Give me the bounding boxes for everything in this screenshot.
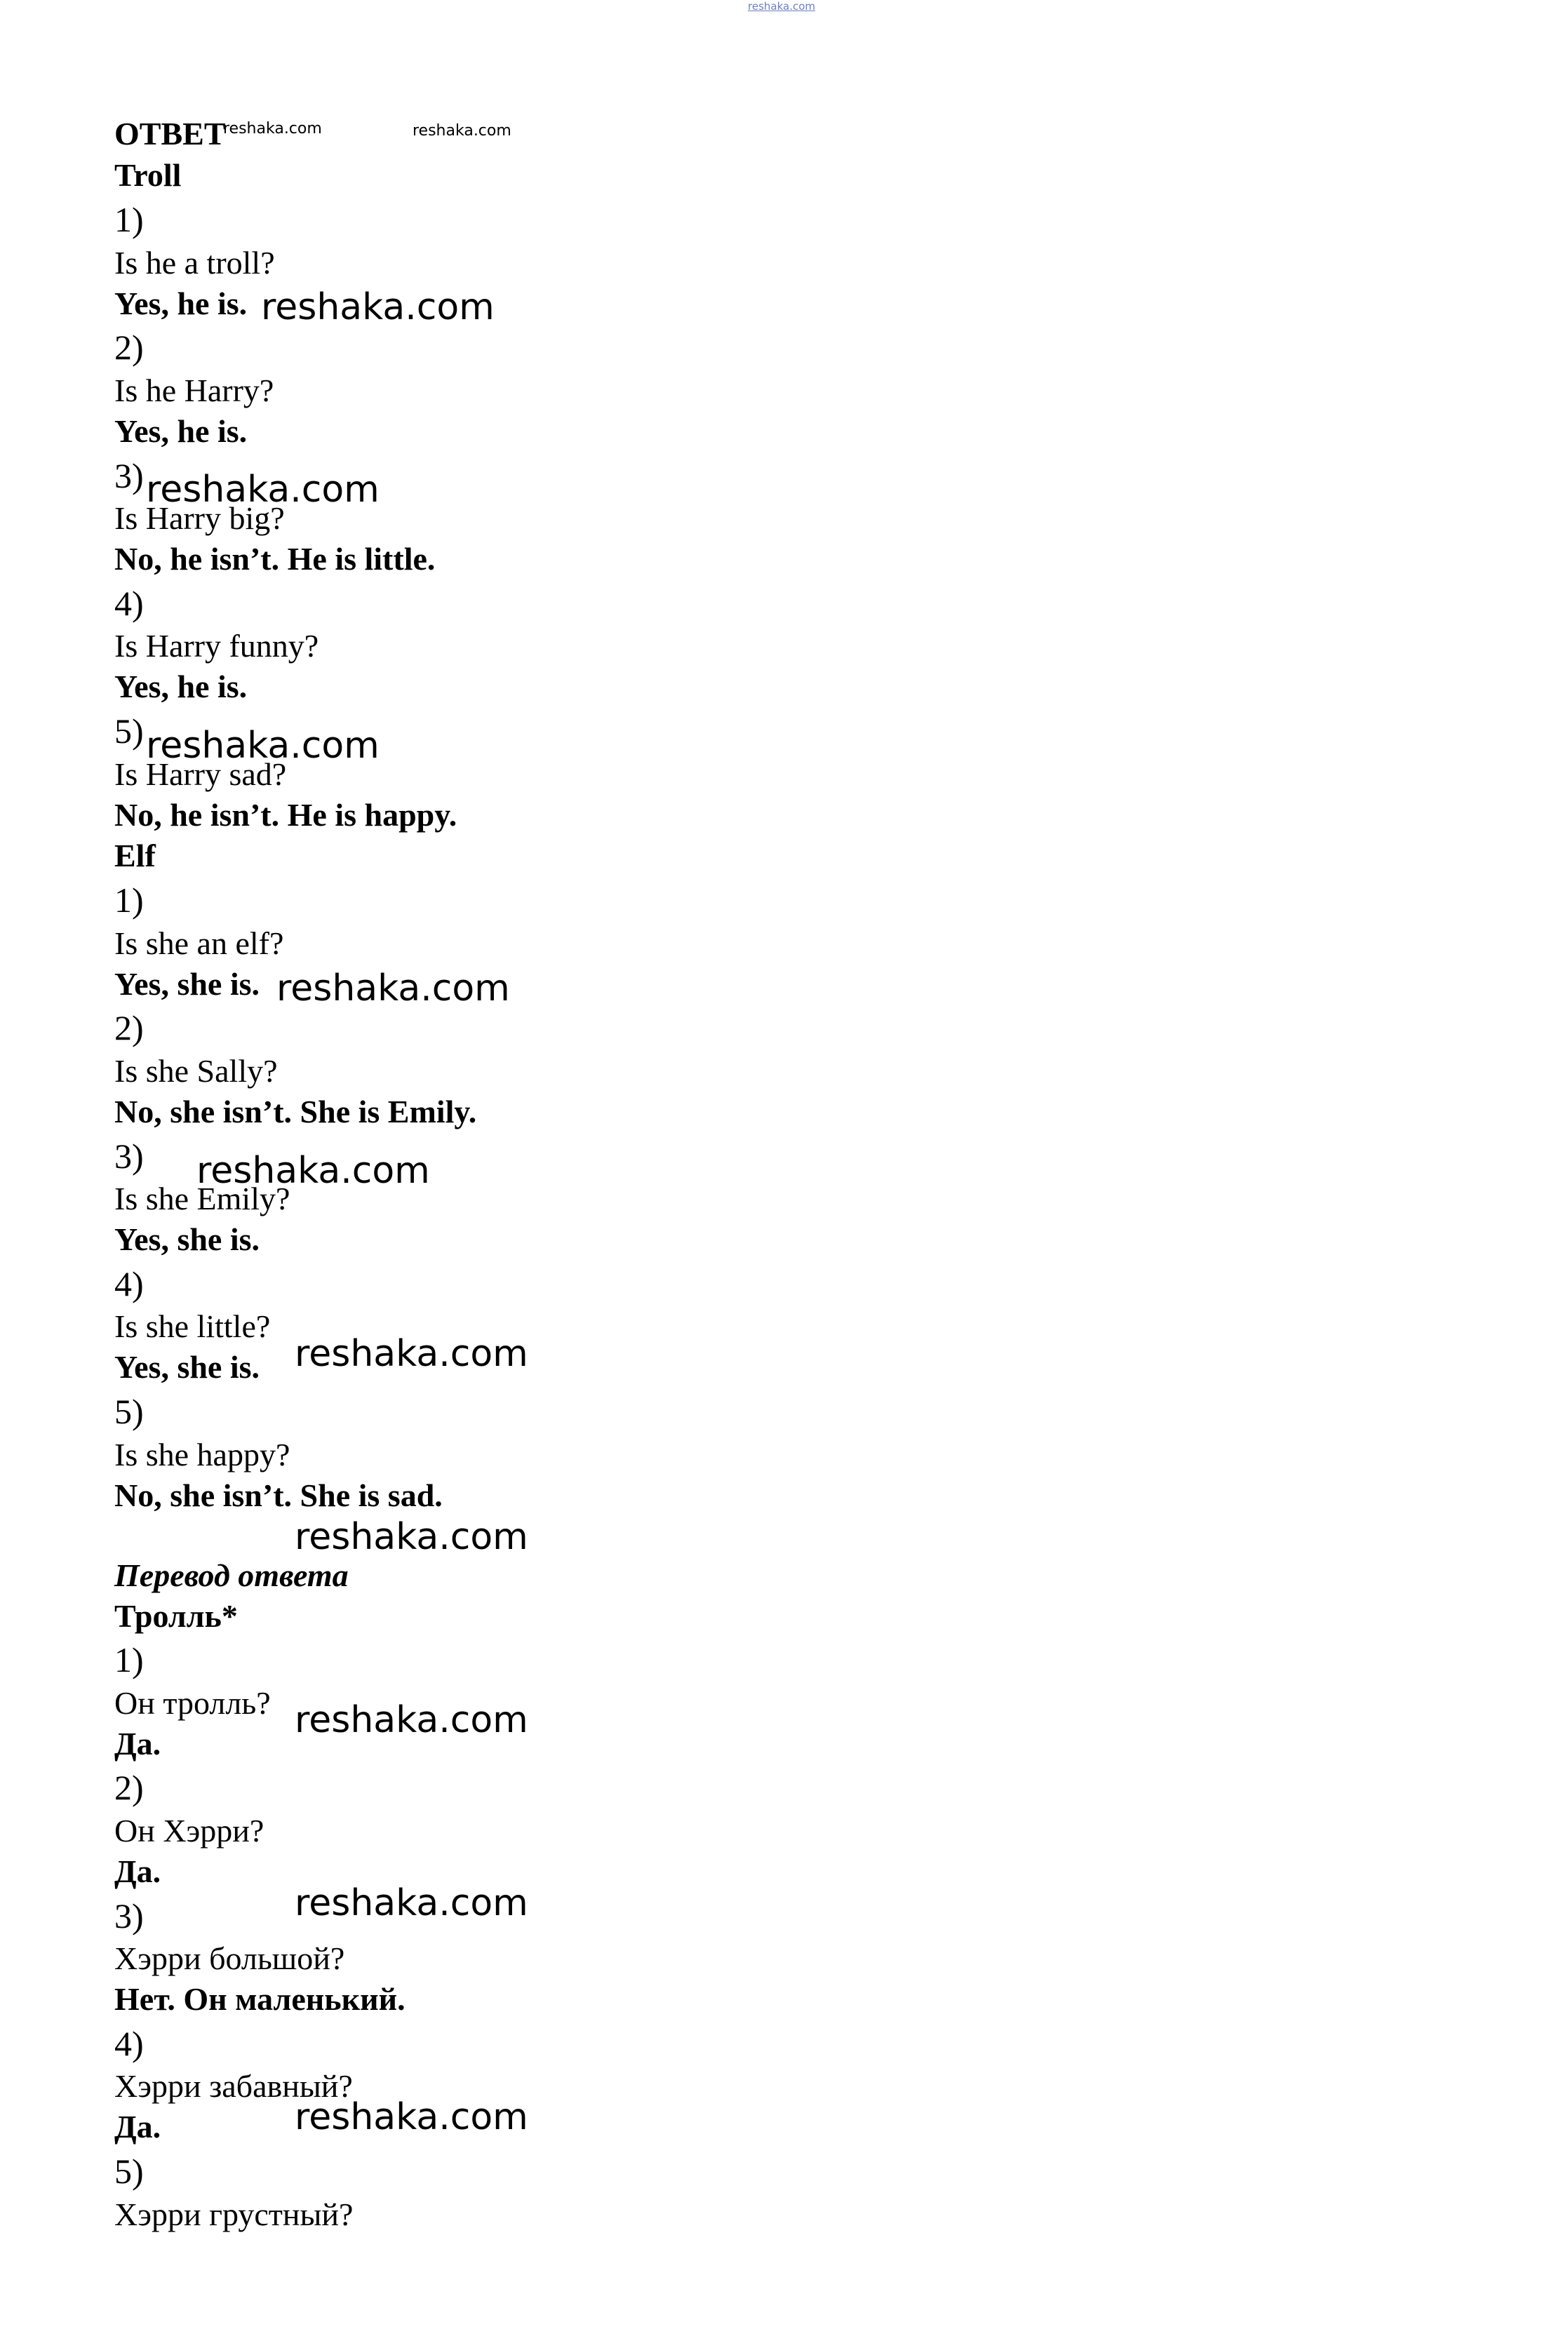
watermark: reshaka.com (146, 469, 380, 511)
watermark: reshaka.com (196, 1150, 430, 1192)
troll-item-5-answer: No, he isn’t. He is happy. (114, 797, 457, 833)
elf-item-5-number: 5) (114, 1392, 144, 1431)
ru-item-3-question: Хэрри большой? (114, 1940, 345, 1976)
section-heading-troll: Troll (114, 157, 182, 193)
watermark: reshaka.com (261, 286, 495, 328)
elf-item-4-number: 4) (114, 1264, 144, 1303)
elf-item-1-number: 1) (114, 880, 144, 920)
ru-item-2-question: Он Хэрри? (114, 1813, 264, 1849)
top-watermark-link[interactable]: reshaka.com (748, 0, 815, 13)
ru-item-4-number: 4) (114, 2024, 144, 2063)
elf-item-1-answer: Yes, she is. (114, 966, 260, 1002)
troll-item-3-number: 3) (114, 456, 144, 495)
ru-item-1-answer: Да. (114, 1726, 161, 1762)
watermark: reshaka.com (295, 1333, 528, 1375)
troll-item-2-number: 2) (114, 328, 144, 367)
small-watermark-2: reshaka.com (413, 122, 511, 140)
ru-item-1-number: 1) (114, 1640, 144, 1679)
troll-item-3-question: Is Harry big? (114, 500, 285, 536)
watermark: reshaka.com (146, 725, 380, 767)
elf-item-3-answer: Yes, she is. (114, 1221, 260, 1257)
troll-item-1-question: Is he a troll? (114, 245, 275, 281)
section-heading-troll-ru: Тролль* (114, 1598, 238, 1634)
elf-item-3-question: Is she Emily? (114, 1181, 290, 1216)
troll-item-4-answer: Yes, he is. (114, 669, 248, 704)
ru-item-3-answer: Нет. Он маленький. (114, 1981, 406, 2017)
troll-item-4-number: 4) (114, 584, 144, 623)
troll-item-5-number: 5) (114, 711, 144, 751)
troll-item-1-number: 1) (114, 200, 144, 239)
watermark: reshaka.com (295, 1882, 528, 1924)
elf-item-1-question: Is she an elf? (114, 925, 284, 961)
troll-item-3-answer: No, he isn’t. He is little. (114, 541, 436, 577)
troll-item-5-question: Is Harry sad? (114, 756, 287, 792)
ru-item-2-answer: Да. (114, 1853, 161, 1889)
ru-item-5-question: Хэрри грустный? (114, 2196, 354, 2232)
troll-item-4-question: Is Harry funny? (114, 628, 319, 664)
section-heading-translation: Перевод ответа (114, 1557, 349, 1593)
watermark: reshaka.com (295, 1699, 528, 1741)
elf-item-2-answer: No, she isn’t. She is Emily. (114, 1094, 477, 1129)
watermark: reshaka.com (276, 967, 510, 1009)
elf-item-4-answer: Yes, she is. (114, 1349, 260, 1385)
ru-item-2-number: 2) (114, 1768, 144, 1807)
troll-item-1-answer: Yes, he is. (114, 286, 248, 321)
ru-item-3-number: 3) (114, 1896, 144, 1936)
elf-item-2-number: 2) (114, 1008, 144, 1047)
ru-item-4-question: Хэрри забавный? (114, 2068, 353, 2104)
answer-heading: ОТВЕТ (114, 116, 226, 152)
ru-item-1-question: Он тролль? (114, 1685, 271, 1721)
elf-item-4-question: Is she little? (114, 1308, 271, 1344)
troll-item-2-answer: Yes, he is. (114, 413, 248, 449)
elf-item-5-question: Is she happy? (114, 1437, 290, 1472)
small-watermark-1: reshaka.com (223, 120, 322, 137)
watermark: reshaka.com (295, 2096, 528, 2138)
section-heading-elf: Elf (114, 838, 156, 873)
troll-item-2-question: Is he Harry? (114, 373, 274, 408)
ru-item-4-answer: Да. (114, 2109, 161, 2145)
ru-item-5-number: 5) (114, 2152, 144, 2191)
watermark: reshaka.com (295, 1516, 528, 1558)
elf-item-5-answer: No, she isn’t. She is sad. (114, 1477, 443, 1513)
elf-item-3-number: 3) (114, 1136, 144, 1176)
elf-item-2-question: Is she Sally? (114, 1053, 278, 1089)
